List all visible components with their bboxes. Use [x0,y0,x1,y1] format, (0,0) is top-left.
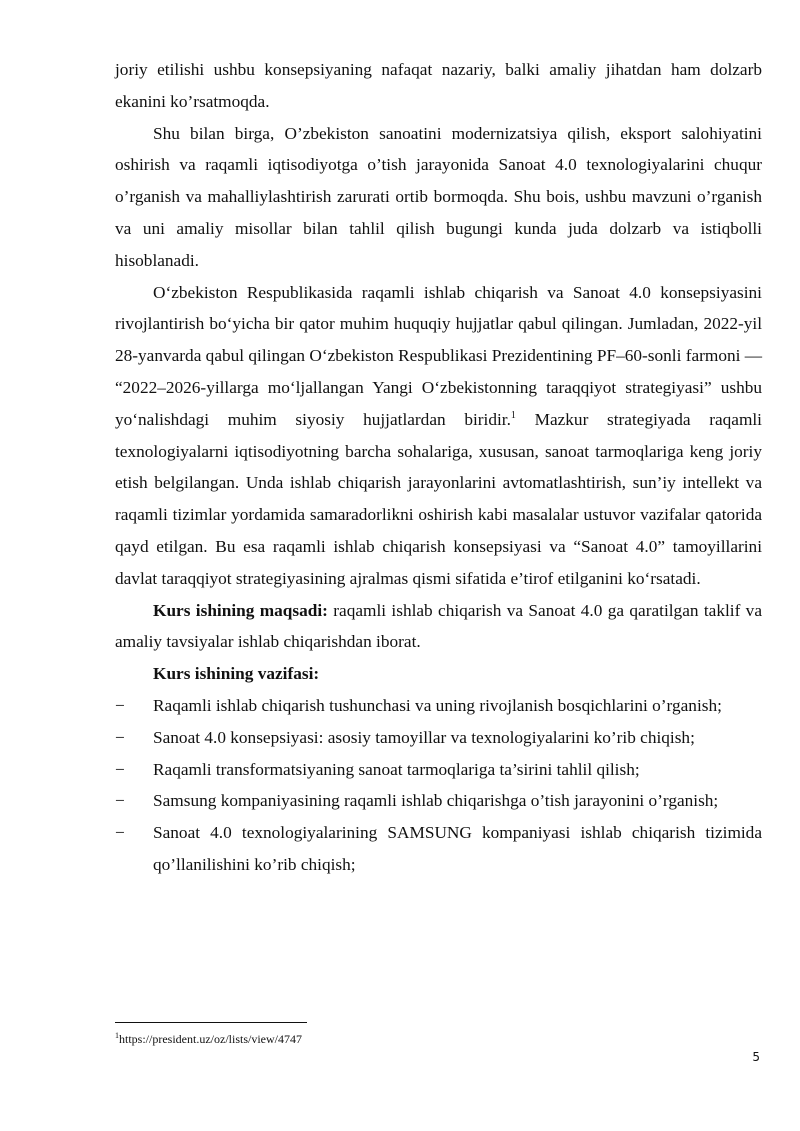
task-item [115,817,762,881]
task-text: Raqamli ishlab chiqarish tushunchasi va uning rivojlanish bosqichlarini o’rganish; [153,695,722,715]
dash-bullet: − [115,791,125,811]
tasks-list [115,690,762,881]
page-number: 5 [752,1050,760,1064]
document-body [115,54,762,881]
dash-bullet: − [115,823,125,843]
paragraph-legal-documents [115,277,762,595]
task-text: Raqamli transformatsiyaning sanoat tarmoqlariga ta’sirini tahlil qilish; [153,759,640,779]
task-text: Sanoat 4.0 konsepsiyasi: asosiy tamoyillar va texnologiyalarini ko’rib chiqish; [153,727,695,747]
paragraph-goal [115,595,762,659]
footnote-separator [115,1022,307,1023]
footnote-reference[interactable]: 1 [510,410,516,421]
dash-bullet: − [115,759,125,779]
task-item [115,690,762,722]
task-text: Sanoat 4.0 texnologiyalarining SAMSUNG kompaniyasi ishlab chiqarish tizimida qo’llanilishini ko’rib chiqish; [153,823,762,874]
task-text: Samsung kompaniyasining raqamli ishlab chiqarishga o’tish jarayonini o’rganish; [153,791,719,811]
task-item [115,722,762,754]
goal-text: raqamli ishlab chiqarish va Sanoat 4.0 ga qaratilgan taklif va amaliy tavsiyalar ishlab chiqarishdan iborat. [115,600,762,652]
dash-bullet: − [115,727,125,747]
footnote-link[interactable]: https://president.uz/oz/lists/view/4747 [119,1032,302,1046]
tasks-heading: Kurs ishining vazifasi: [153,664,320,684]
task-item [115,754,762,786]
task-item [115,785,762,817]
paragraph-intro-continuation: joriy etilishi ushbu konsepsiyaning nafaqat nazariy, balki amaliy jihatdan ham dolzarb ekanini ko’rsatmoqda. [115,60,762,111]
legal-paragraph-text-continued: Mazkur strategiyada raqamli texnologiyalarni iqtisodiyotning barcha sohalariga, xususan, sanoat tarmoqlariga keng joriy etish belgilangan. Unda ishlab chiqarish jarayonlarini avtomatlashtirish, sun’iy intellekt va raqamli tizimlar yordamida samaradorlikni oshirish kabi masalalar ustuvor vazifalar qatorida qayd etilgan. Bu esa raqamli ishlab chiqarish konsepsiyasi va “Sanoat 4.0” tamoyillarini davlat taraqqiyot strategiyasining ajralmas qismi sifatida e’tirof etilganini ko‘rsatadi. [115,409,762,588]
dash-bullet: − [115,695,125,715]
paragraph-relevance: Shu bilan birga, O’zbekiston sanoatini modernizatsiya qilish, eksport salohiyatini oshirish va raqamli iqtisodiyotga o’tish jarayonida Sanoat 4.0 texnologiyalarini chuqur o’rganish va mahalliylashtirish zarurati ortib bormoqda. Shu bois, ushbu mavzuni o’rganish va uni amaliy misollar bilan tahlil qilish bugungi kunda juda dolzarb va istiqbolli hisoblanadi. [115,123,762,270]
legal-paragraph-text: O‘zbekiston Respublikasida raqamli ishlab chiqarish va Sanoat 4.0 konsepsiyasini rivojlantirish bo‘yicha bir qator muhim huquqiy hujjatlar qabul qilingan. Jumladan, 2022-yil 28-yanvarda qabul qilingan O‘zbekiston Respublikasi Prezidentining PF–60-sonli farmoni — “2022–2026-yillarga mo‘ljallangan Yangi O‘zbekistonning taraqqiyot strategiyasi” ushbu yo‘nalishdagi muhim siyosiy hujjatlardan biridir. [115,282,762,429]
footnote-marker: 1 [115,1031,119,1040]
goal-label: Kurs ishining maqsadi: [153,600,328,620]
footnote [115,1031,302,1047]
